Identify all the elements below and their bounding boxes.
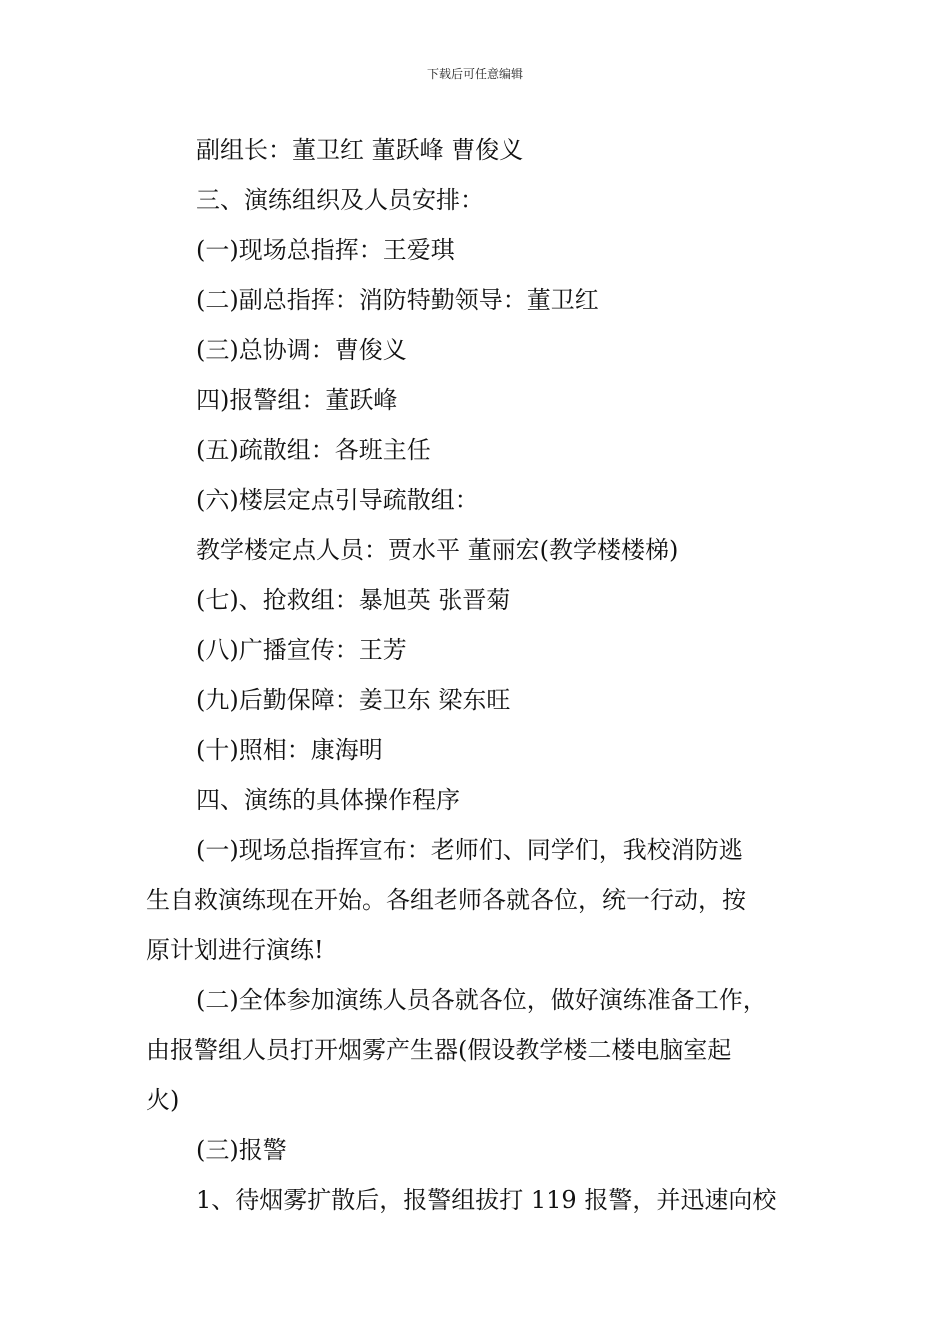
text-line: (一)现场总指挥：王爱琪 [196, 236, 455, 264]
text-line: (三)报警 [196, 1136, 287, 1164]
text-line: (三)总协调：曹俊义 [196, 336, 407, 364]
section-heading: 四、演练的具体操作程序 [196, 786, 460, 814]
paragraph-line: 火) [146, 1086, 180, 1114]
text-line: 副组长：董卫红 董跃峰 曹俊义 [196, 136, 524, 164]
text-line: (六)楼层定点引导疏散组： [196, 486, 479, 514]
paragraph-line: 由报警组人员打开烟雾产生器(假设教学楼二楼电脑室起 [146, 1036, 732, 1064]
paragraph-line: (二)全体参加演练人员各就各位，做好演练准备工作， [196, 986, 767, 1014]
text-line: (七)、抢救组：暴旭英 张晋菊 [196, 586, 511, 614]
text-line: (九)后勤保障：姜卫东 梁东旺 [196, 686, 511, 714]
text-line: 教学楼定点人员：贾水平 董丽宏(教学楼楼梯) [196, 536, 679, 564]
text-line: (十)照相：康海明 [196, 736, 383, 764]
paragraph-line: 生自救演练现在开始。各组老师各就各位，统一行动，按 [146, 886, 746, 914]
section-heading: 三、演练组织及人员安排： [196, 186, 484, 214]
text-line: 四)报警组：董跃峰 [196, 386, 398, 414]
text-line: (五)疏散组：各班主任 [196, 436, 431, 464]
page-header: 下载后可任意编辑 [426, 67, 523, 81]
text-line: (八)广播宣传：王芳 [196, 636, 407, 664]
paragraph-line: (一)现场总指挥宣布：老师们、同学们，我校消防逃 [196, 836, 743, 864]
text-line: (二)副总指挥：消防特勤领导：董卫红 [196, 286, 599, 314]
paragraph-line: 1、待烟雾扩散后，报警组拔打 119 报警，并迅速向校 [196, 1186, 777, 1214]
paragraph-line: 原计划进行演练! [146, 936, 324, 964]
document-body [146, 125, 826, 1225]
